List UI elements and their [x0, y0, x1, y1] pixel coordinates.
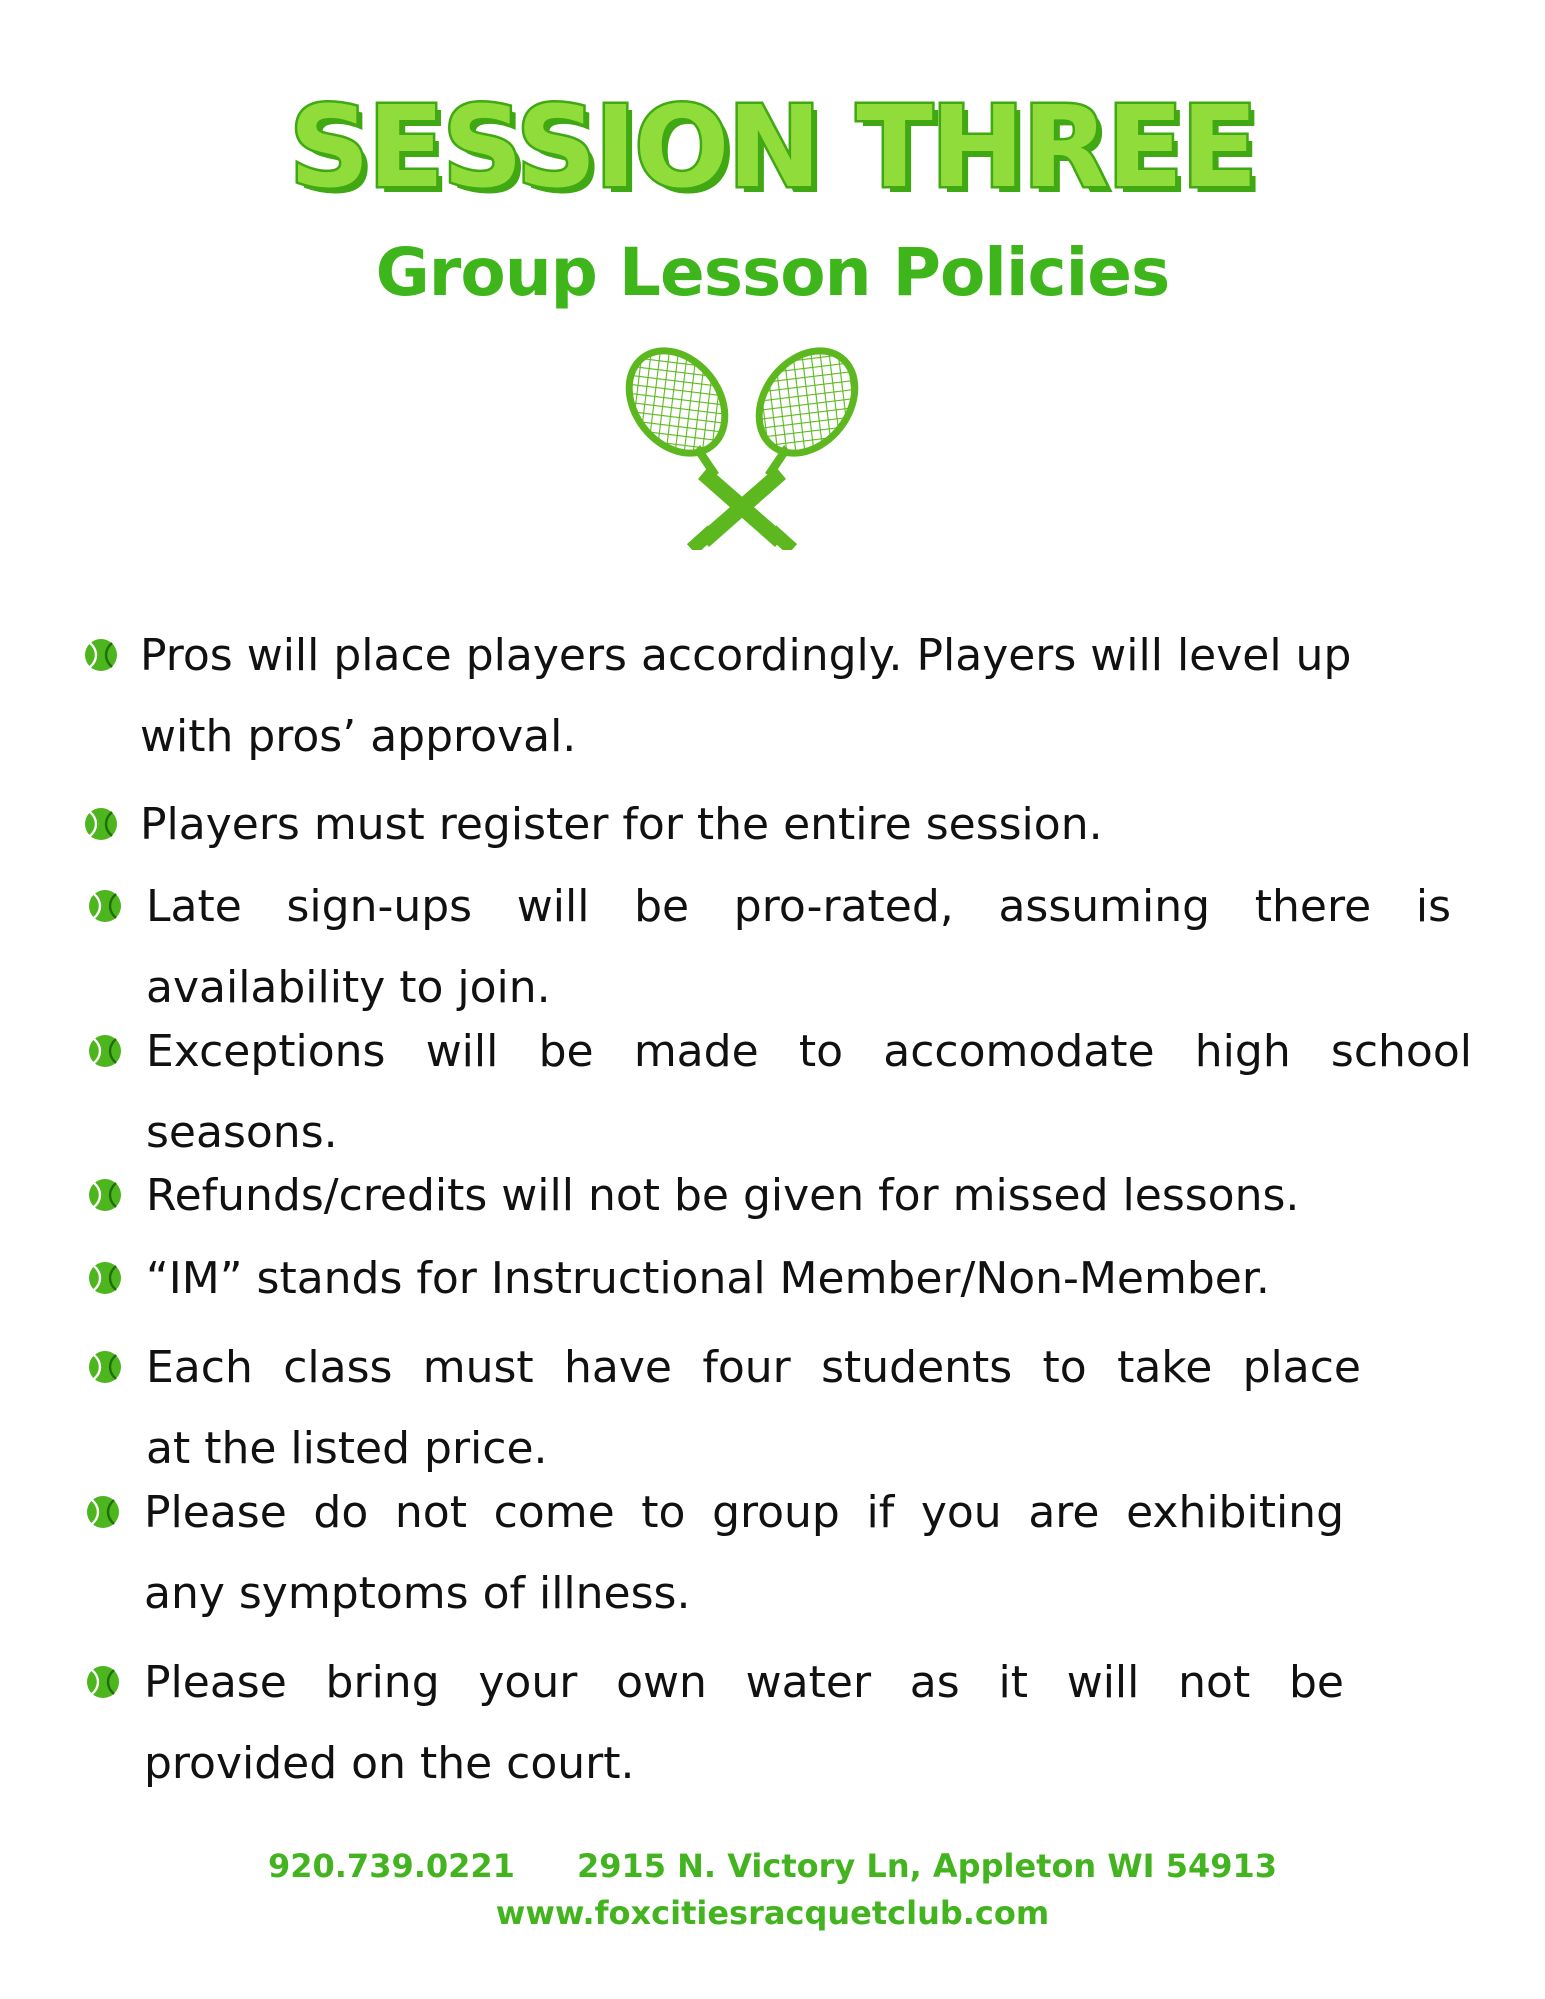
policy-text-line: with pros’ approval. — [140, 711, 577, 762]
policy-text-line: any symptoms of illness. — [144, 1568, 691, 1619]
policy-item — [146, 1238, 1472, 1319]
tennis-ball-icon — [88, 889, 122, 923]
tennis-ball-icon — [88, 1261, 122, 1295]
policy-item — [140, 615, 1440, 777]
policy-text-line: Pros will place players accordingly. Players will level up — [140, 630, 1352, 681]
policy-item — [144, 1472, 1344, 1634]
footer-address: 2915 N. Victory Ln, Appleton WI 54913 — [576, 1847, 1278, 1885]
policy-text-line: Players must register for the entire session. — [140, 799, 1103, 850]
tennis-ball-icon — [84, 638, 118, 672]
tennis-ball-icon — [88, 1350, 122, 1384]
tennis-ball-icon — [86, 1665, 120, 1699]
policy-text-line: Please bring your own water as it will not be — [144, 1657, 1344, 1708]
policy-text-line: seasons. — [146, 1107, 338, 1158]
policy-text-line: at the listed price. — [146, 1423, 548, 1474]
footer-contact-line — [0, 1847, 1545, 1885]
policy-item — [144, 1642, 1344, 1804]
racquet-right — [739, 345, 872, 472]
policy-item — [146, 1155, 1472, 1236]
tennis-ball-icon — [86, 1495, 120, 1529]
page-subtitle: Group Lesson Policies — [375, 234, 1170, 311]
policy-text-line: Exceptions will be made to accomodate high school — [146, 1026, 1472, 1077]
policy-text-line: Each class must have four students to take place — [146, 1342, 1361, 1393]
policy-text-line: Late sign-ups will be pro-rated, assuming there is — [146, 881, 1451, 932]
tennis-ball-icon — [84, 807, 118, 841]
page-title: SESSION THREE — [289, 83, 1256, 213]
policy-text-line: provided on the court. — [144, 1738, 635, 1789]
tennis-ball-icon — [88, 1178, 122, 1212]
policy-item — [146, 1011, 1472, 1173]
policy-text-line: availability to join. — [146, 962, 551, 1013]
policy-text-line: Refunds/credits will not be given for missed lessons. — [146, 1170, 1300, 1221]
footer-phone: 920.739.0221 — [267, 1847, 515, 1885]
policy-text-line: “IM” stands for Instructional Member/Non-Member. — [146, 1253, 1270, 1304]
racquet-left — [612, 345, 745, 472]
policy-item — [140, 784, 1440, 865]
policy-item — [146, 1327, 1361, 1489]
policy-text-line: Please do not come to group if you are exhibiting — [144, 1487, 1344, 1538]
crossed-tennis-racquets-icon — [612, 345, 872, 550]
policy-item — [146, 866, 1451, 1028]
tennis-ball-icon — [88, 1034, 122, 1068]
footer-website: www.foxcitiesracquetclub.com — [495, 1894, 1050, 1932]
